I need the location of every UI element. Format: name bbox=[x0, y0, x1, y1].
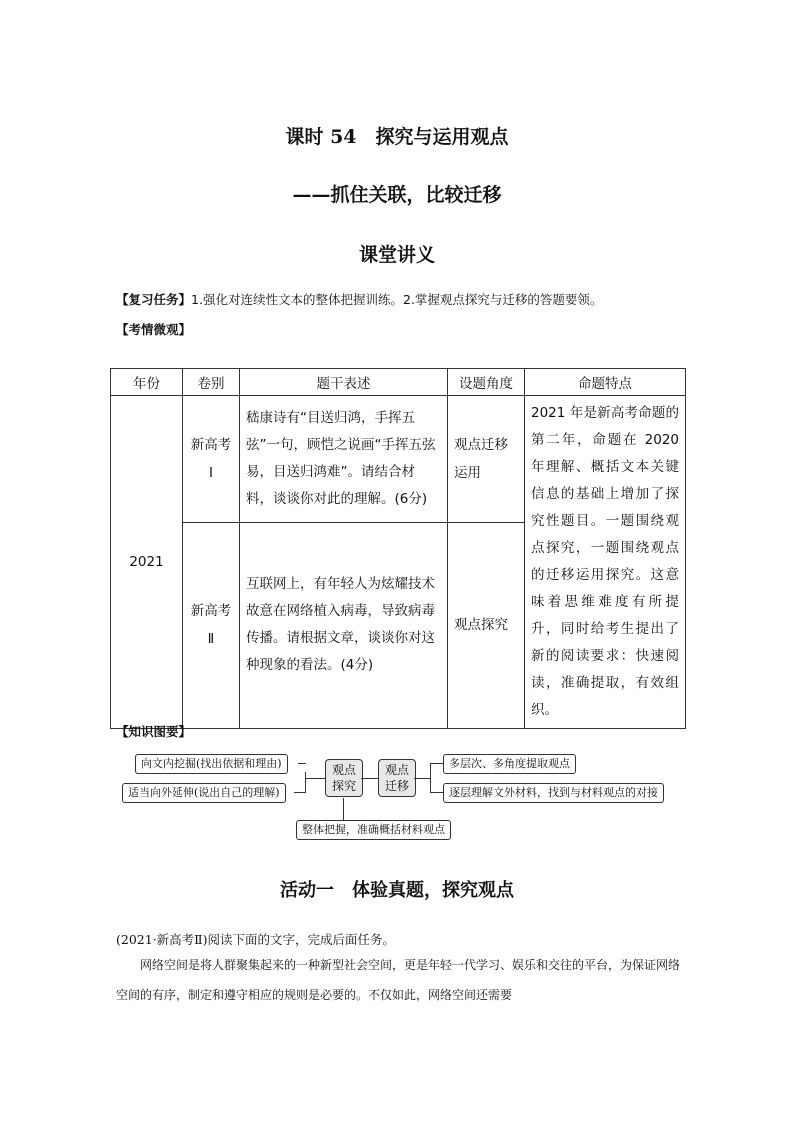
map-connector bbox=[430, 763, 431, 793]
map-center-transfer: 观点 迁移 bbox=[378, 759, 416, 797]
col-header-stem: 题干表述 bbox=[240, 369, 448, 396]
review-task bbox=[116, 290, 602, 308]
lesson-title: 课时 54 探究与运用观点 bbox=[285, 126, 509, 148]
activity-title: 活动一 体验真题，探究观点 bbox=[280, 880, 514, 901]
col-header-angle: 设题角度 bbox=[448, 369, 525, 396]
review-text: 1.强化对连续性文本的整体把握训练。2.掌握观点探究与迁移的答题要领。 bbox=[191, 292, 603, 307]
volume-cell: 新高考 Ⅱ bbox=[183, 522, 240, 728]
map-node-right-bottom: 逐层理解文外材料，找到与材料观点的对接 bbox=[443, 783, 664, 803]
map-connector bbox=[414, 778, 430, 779]
feature-cell: 2021 年是新高考命题的第二年，命题在 2020 年理解、概括文本关键信息的基础上增加了探究性题目。一题围绕观点探究，一题围绕观点的迁移运用探究。这意味着思维难度有所提升，同时给考生提出了新的阅读要求：快速阅读，准确提取，有效组织。 bbox=[525, 396, 686, 729]
activity-source: (2021·新高考Ⅱ)阅读下面的文字，完成后面任务。 bbox=[116, 932, 396, 947]
map-center-explore: 观点 探究 bbox=[325, 759, 363, 797]
map-connector bbox=[430, 792, 443, 793]
table-header-row bbox=[111, 369, 686, 396]
angle-cell: 观点迁移运用 bbox=[448, 396, 525, 523]
map-connector bbox=[361, 778, 378, 779]
map-node-left-bottom: 适当向外延伸(说出自己的理解) bbox=[122, 783, 286, 803]
section-heading: 课堂讲义 bbox=[358, 244, 435, 266]
map-node-left-top: 向文内挖掘(找出依据和理由) bbox=[135, 754, 288, 774]
map-connector bbox=[305, 778, 325, 779]
map-connector bbox=[343, 798, 344, 820]
reading-paragraph: 网络空间是将人群聚集起来的一种新型社会空间，更是年轻一代学习、娱乐和交往的平台，为保证网络空间的有序，制定和遵守相应的规则是必要的。不仅如此，网络空间还需要 bbox=[116, 958, 681, 1002]
lesson-subtitle: ——抓住关联，比较迁移 bbox=[292, 184, 502, 206]
exam-overview-table bbox=[110, 368, 686, 729]
table-row bbox=[111, 396, 686, 523]
col-header-year: 年份 bbox=[111, 369, 183, 396]
col-header-volume: 卷别 bbox=[183, 369, 240, 396]
angle-cell: 观点探究 bbox=[448, 522, 525, 728]
map-connector bbox=[305, 772, 306, 793]
year-cell: 2021 bbox=[111, 396, 183, 729]
map-node-bottom: 整体把握，准确概括材料观点 bbox=[296, 820, 451, 840]
stem-cell: 嵇康诗有“目送归鸿，手挥五弦”一句，顾恺之说画“手挥五弦易，目送归鸿难”。请结合材料，谈谈你对此的理解。(6分) bbox=[240, 396, 448, 523]
map-connector bbox=[430, 763, 443, 764]
map-node-right-top: 多层次、多角度提取观点 bbox=[443, 754, 576, 774]
exam-overview-label: 【考情微观】 bbox=[116, 322, 192, 337]
map-connector bbox=[294, 792, 306, 793]
review-label: 【复习任务】 bbox=[116, 292, 192, 307]
knowledge-map-label: 【知识图要】 bbox=[116, 724, 192, 739]
volume-cell: 新高考 Ⅰ bbox=[183, 396, 240, 523]
map-connector bbox=[298, 763, 306, 764]
stem-cell: 互联网上，有年轻人为炫耀技术故意在网络植入病毒，导致病毒传播。请根据文章，谈谈你对这种现象的看法。(4分) bbox=[240, 522, 448, 728]
col-header-feature: 命题特点 bbox=[525, 369, 686, 396]
